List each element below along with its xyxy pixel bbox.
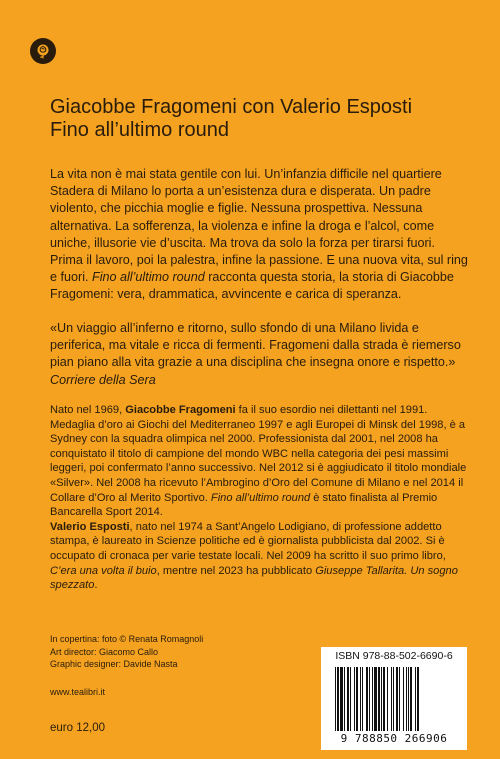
barcode-bar [360, 667, 361, 731]
barcode-bar [354, 667, 355, 731]
barcode-bar [387, 667, 388, 731]
barcode-bar [391, 667, 392, 731]
barcode-bar [417, 667, 419, 731]
barcode-bar [372, 667, 373, 731]
synopsis-book-title: Fino all’ultimo round [92, 270, 205, 285]
bio-esposti-text: , nato nel 1974 a Sant’Angelo Lodigiano, di professione addetto stampa, è laureato in Scienze politiche ed è giornalista pubblicista dal 2002. Si è occupato di cronaca per varie testate locali. Nel 2009 ha scritto il suo primo libro, [50, 520, 446, 562]
quote-text: «Un viaggio all’inferno e ritorno, sullo sfondo di una Milano livida e periferica, ma vitale e ricca di fermenti. Fragomeni dalla strada è riemerso pian piano alla vita grazie a una disciplina che insegna onore e rispetto.» [50, 321, 461, 370]
barcode-bar [383, 667, 385, 731]
barcode-panel [321, 647, 467, 750]
barcode-bar [406, 667, 407, 731]
barcode-bars [335, 667, 453, 731]
barcode-bar [366, 667, 368, 731]
barcode-bar [369, 667, 370, 731]
bio-esposti-book2: Giuseppe Tallarita. Un sogno spezzato [50, 564, 458, 592]
bio-esposti-name: Valerio Esposti [50, 520, 130, 533]
press-quote [50, 320, 470, 389]
bio-fragomeni-name: Giacobbe Fragomeni [125, 404, 236, 416]
credit-art-director: Art director: Giacomo Callo [50, 646, 159, 657]
publisher-logo [30, 38, 56, 64]
barcode-bar [362, 667, 363, 731]
barcode-bar [374, 667, 377, 731]
barcode-bar [337, 667, 339, 731]
book-title: Fino all’ultimo round [50, 119, 229, 141]
barcode-bar [335, 667, 336, 731]
synopsis-text-1: La vita non è mai stata gentile con lui. Un’infanzia difficile nel quartiere Stadera di Milano lo porta a un’esistenza dura e disperata. Un padre violento, che picchia moglie e figlie. Nessuna prospettiva. Nessuna alternativa. La sofferenza, la violenza e infine la droga e l’alcol, come uniche, illusorie vie d’uscita. Ma trova da solo la forza per tirarsi fuori. Prima il lavoro, poi la palestra, infine la passione. E una nuova vita, sul ring e fuori. [50, 167, 468, 285]
bio-esposti-mid: , mentre nel 2023 ha pubblicato [156, 564, 316, 577]
bio-fragomeni-intro: Nato nel 1969, [50, 404, 126, 416]
rose-icon [34, 42, 52, 60]
barcode-bar [415, 667, 416, 731]
barcode-bar [381, 667, 382, 731]
credits [50, 633, 270, 671]
barcode-bar [393, 667, 394, 731]
synopsis-text-2: racconta questa storia, la storia di Giacobbe Fragomeni: vera, drammatica, avvincente e carica di speranza. [50, 270, 454, 302]
barcode-bar [347, 667, 349, 731]
barcode-bar [396, 667, 398, 731]
barcode-bar [344, 667, 345, 731]
authors-line: Giacobbe Fragomeni con Valerio Esposti [50, 96, 413, 118]
synopsis [50, 166, 470, 304]
price: euro 12,00 [50, 722, 105, 734]
quote-source: Corriere della Sera [50, 372, 156, 387]
bio-esposti-end: . [94, 579, 98, 592]
credit-graphic-designer: Graphic designer: Davide Nasta [50, 659, 178, 670]
barcode-bar [378, 667, 380, 731]
bio-fragomeni-book: Fino all’ultimo round [210, 491, 311, 504]
barcode-bar [340, 667, 343, 731]
author-bios [50, 403, 470, 593]
website-link[interactable]: www.tealibri.it [50, 687, 106, 697]
barcode-bar [356, 667, 358, 731]
barcode-bar [408, 667, 409, 731]
bio-esposti-book1: C’era una volta il buio [50, 564, 157, 577]
barcode-digits: 9 788850 266906 [340, 732, 448, 745]
bio-fragomeni [50, 403, 470, 520]
barcode-bar [399, 667, 400, 731]
bio-fragomeni-end: è stato finalista al Premio Bancarella Sport 2014. [50, 491, 438, 519]
bio-fragomeni-text: fa il suo esordio nei dilettanti nel 1991. Medaglia d’oro ai Giochi del Mediterraneo 1997 e agli Europei di Minsk del 1998, è a Sydney con la squadra olimpica nel 2000. Professionista dal 2001, nel 2008 ha conquistato il titolo di campione del mondo WBC nella categoria dei pesi massimi leggeri, poi confermato l’anno successivo. Nel 2012 si è aggiudicato il titolo mondiale «Silver». Nel 2008 ha ricevuto l’Ambrogino d’Oro del Comune di Milano e nel 2014 il Collare d’Oro al Merito Sportivo. [50, 404, 467, 504]
book-title-block [50, 96, 470, 142]
credit-cover: In copertina: foto © Renata Romagnoli [50, 634, 204, 644]
barcode-bar [403, 667, 404, 731]
isbn-label: ISBN 978-88-502-6690-6 [335, 650, 453, 662]
barcode-bar [350, 667, 351, 731]
barcode-bar [410, 667, 412, 731]
bio-esposti [50, 520, 470, 593]
